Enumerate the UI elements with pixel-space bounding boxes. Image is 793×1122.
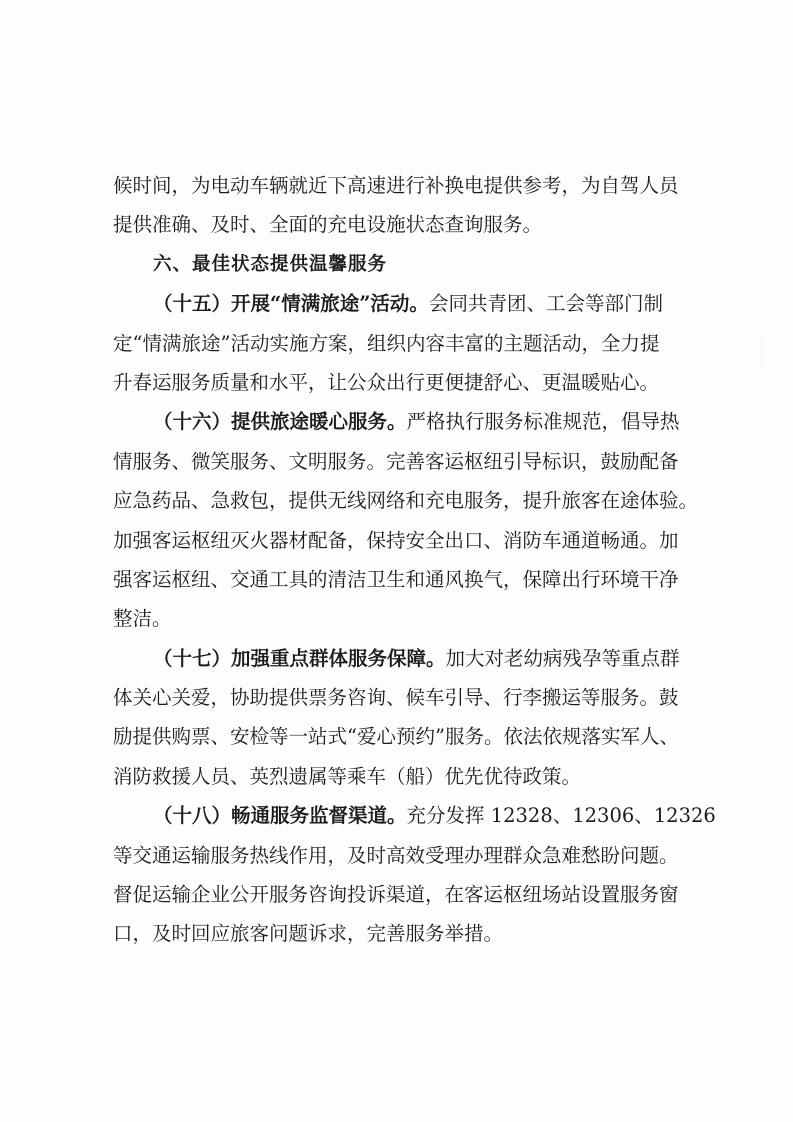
scan-artifact — [761, 340, 765, 370]
paragraph-17-text: 体关心关爱，协助提供票务咨询、候车引导、行李搬运等服务。鼓 — [113, 686, 679, 710]
paragraph-18-text: 口，及时回应旅客问题诉求，完善服务举措。 — [113, 922, 504, 946]
text-line — [113, 205, 703, 244]
paragraph-17-text: 励提供购票、安检等一站式“爱心预约”服务。依法依规落实军人、 — [113, 725, 679, 749]
text-line — [113, 363, 703, 402]
paragraph-17-line-1 — [113, 639, 703, 678]
document-body — [113, 166, 716, 954]
paragraph-16-text: 情服务、微笑服务、文明服务。完善客运枢纽引导标识，鼓励配备 — [113, 449, 679, 473]
text-line — [113, 166, 703, 205]
paragraph-16-line-1 — [113, 402, 703, 441]
paragraph-16-text: 应急药品、急救包，提供无线网络和充电服务，提升旅客在途体验。 — [113, 489, 699, 513]
paragraph-18-line-1 — [113, 796, 716, 835]
paragraph-18-title: （十八）畅通服务监督渠道。 — [153, 804, 407, 828]
text-line — [113, 324, 703, 363]
section-heading: 六、最佳状态提供温馨服务 — [153, 253, 388, 275]
paragraph-16-text: 整洁。 — [113, 607, 172, 631]
continued-text: 候时间，为电动车辆就近下高速进行补换电提供参考，为自驾人员 — [113, 174, 679, 197]
paragraph-18-text: 督促运输企业公开服务咨询投诉渠道，在客运枢纽场站设置服务窗 — [113, 883, 679, 907]
text-line — [113, 599, 703, 638]
paragraph-17-text: 消防救援人员、英烈遗属等乘车（船）优先优待政策。 — [113, 764, 582, 788]
paragraph-16-text: 强客运枢纽、交通工具的清洁卫生和通风换气，保障出行环境干净 — [113, 567, 679, 591]
continued-text: 提供准确、及时、全面的充电设施状态查询服务。 — [113, 213, 543, 237]
paragraph-18-text: 充分发挥 12328、12306、12326 — [406, 804, 716, 828]
paragraph-15-text: 定“情满旅途”活动实施方案，组织内容丰富的主题活动，全力提 — [113, 331, 660, 355]
paragraph-15-text: 升春运服务质量和水平，让公众出行更便捷舒心、更温暖贴心。 — [113, 370, 660, 394]
paragraph-15-text: 会同共青团、工会等部门制 — [428, 292, 663, 316]
text-line — [113, 521, 703, 560]
text-line — [113, 560, 703, 599]
text-line — [113, 442, 703, 481]
paragraph-17-text: 加大对老幼病残孕等重点群 — [445, 646, 680, 670]
text-line — [113, 836, 703, 875]
text-line — [113, 717, 703, 756]
text-line — [113, 757, 703, 796]
paragraph-16-text: 严格执行服务标准规范，倡导热 — [406, 410, 680, 434]
text-line — [113, 875, 703, 914]
paragraph-16-text: 加强客运枢纽灭火器材配备，保持安全出口、消防车通道畅通。加 — [113, 528, 679, 552]
paragraph-15-title: （十五）开展“情满旅途”活动。 — [153, 292, 429, 316]
text-line — [113, 678, 703, 717]
paragraph-17-title: （十七）加强重点群体服务保障。 — [153, 646, 446, 670]
paragraph-15-line-1 — [113, 284, 703, 323]
paragraph-18-text: 等交通运输服务热线作用，及时高效受理办理群众急难愁盼问题。 — [113, 843, 679, 867]
paragraph-16-title: （十六）提供旅途暖心服务。 — [153, 410, 407, 434]
text-line — [113, 481, 703, 520]
text-line — [113, 914, 703, 953]
